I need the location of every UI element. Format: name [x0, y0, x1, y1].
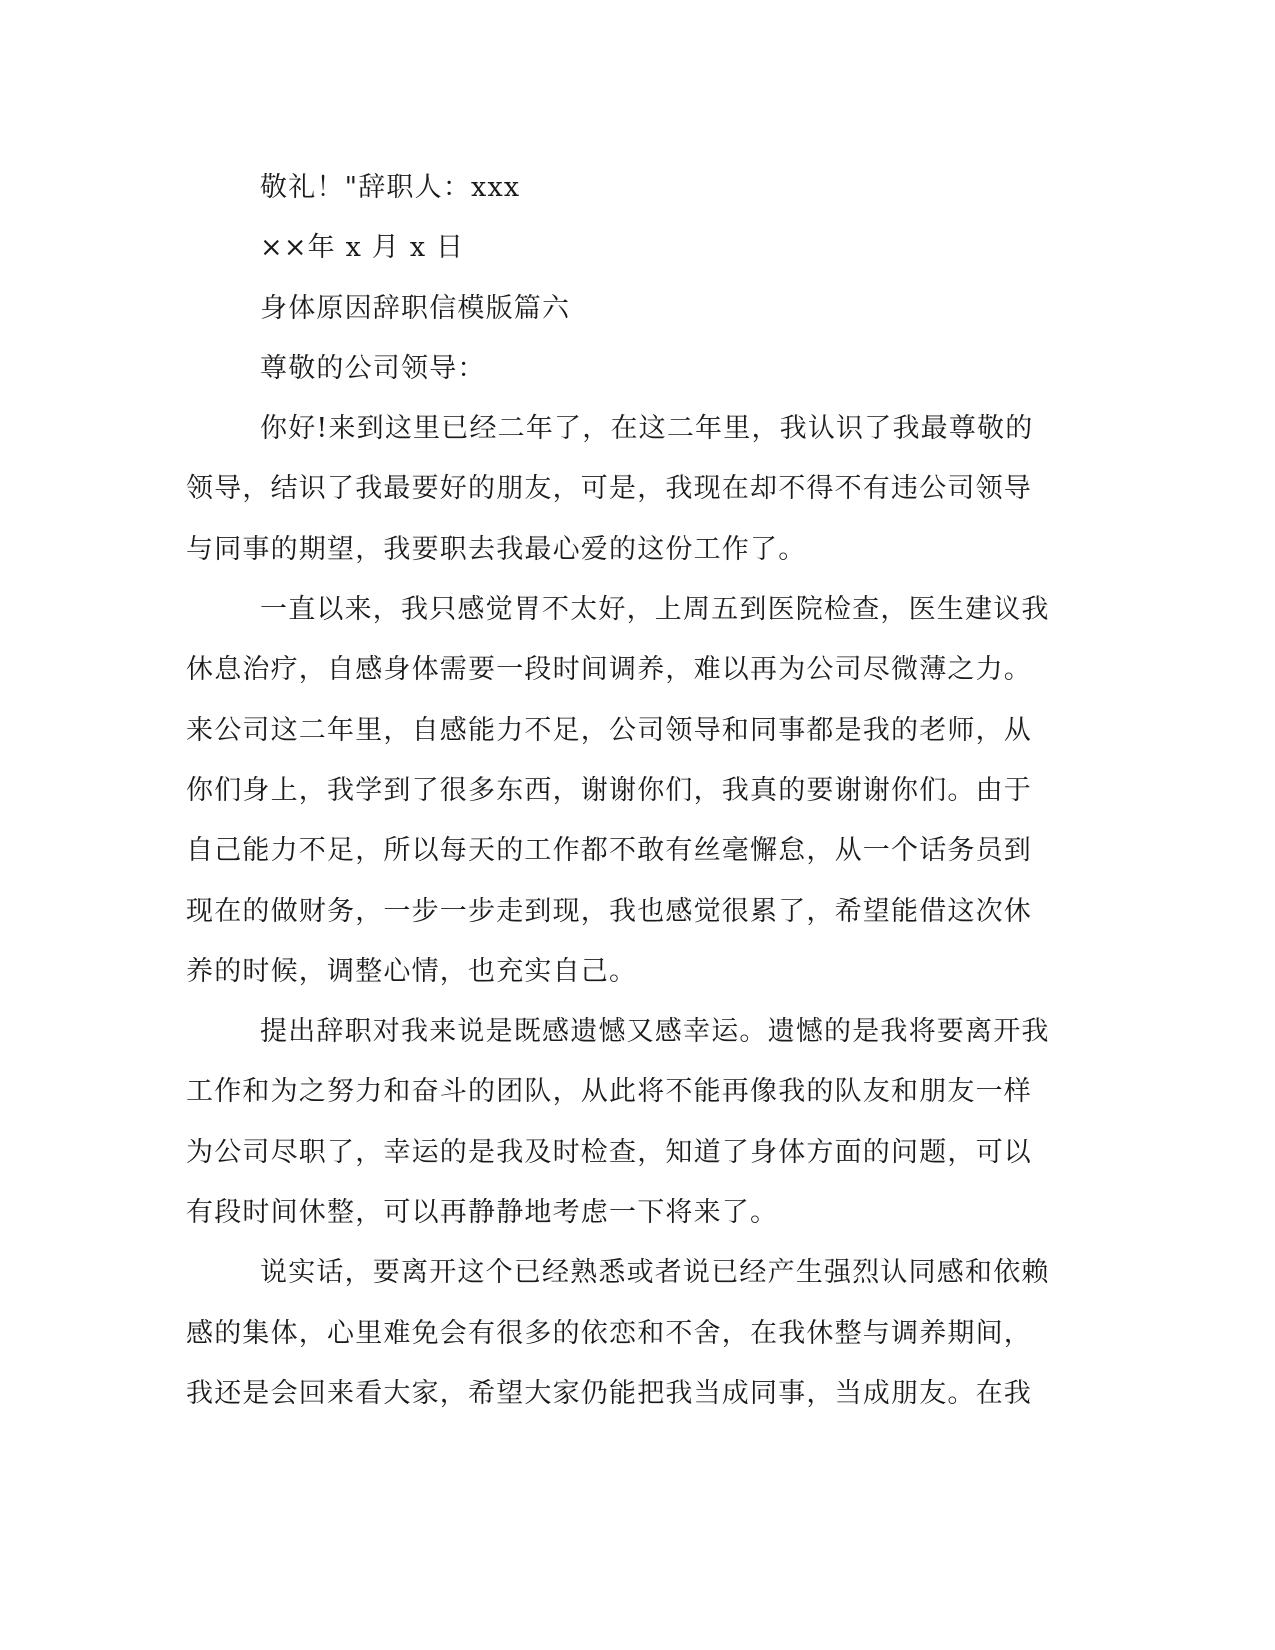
text-line: 感的集体，心里难免会有很多的依恋和不舍，在我休整与调养期间， [186, 1317, 1032, 1349]
text-line: 与同事的期望，我要职去我最心爱的这份工作了。 [186, 533, 807, 565]
text-line: 一直以来，我只感觉胃不太好，上周五到医院检查，医生建议我 [260, 594, 1050, 626]
text-line: 你好!来到这里已经二年了，在这二年里，我认识了我最尊敬的 [260, 413, 1034, 445]
text-line: 来公司这二年里，自感能力不足，公司领导和同事都是我的老师，从 [186, 714, 1032, 746]
text-line: 敬礼！"辞职人：xxx [260, 172, 521, 203]
text-line: 休息治疗，自感身体需要一段时间调养，难以再为公司尽微薄之力。 [186, 654, 1032, 686]
text-line: 领导，结识了我最要好的朋友，可是，我现在却不得不有违公司领导 [186, 473, 1032, 505]
text-line: 现在的做财务，一步一步走到现，我也感觉很累了，希望能借这次休 [186, 895, 1032, 927]
text-line: 自己能力不足，所以每天的工作都不敢有丝毫懈怠，从一个话务员到 [186, 835, 1032, 867]
text-line: 说实话，要离开这个已经熟悉或者说已经产生强烈认同感和依赖 [260, 1257, 1050, 1289]
text-line: 我还是会回来看大家，希望大家仍能把我当成同事，当成朋友。在我 [186, 1377, 1032, 1409]
text-line: 提出辞职对我来说是既感遗憾又感幸运。遗憾的是我将要离开我 [260, 1016, 1050, 1048]
text-line: 为公司尽职了，幸运的是我及时检查，知道了身体方面的问题，可以 [186, 1136, 1032, 1168]
text-line: 身体原因辞职信模版篇六 [260, 292, 571, 324]
text-line: 有段时间休整，可以再静静地考虑一下将来了。 [186, 1197, 779, 1229]
text-line: 工作和为之努力和奋斗的团队，从此将不能再像我的队友和朋友一样 [186, 1076, 1032, 1108]
text-line: 尊敬的公司领导： [260, 352, 486, 384]
letter-body [186, 158, 1066, 1424]
text-line: 你们身上，我学到了很多东西，谢谢你们，我真的要谢谢你们。由于 [186, 774, 1032, 806]
text-line: ××年 x 月 x 日 [260, 232, 465, 264]
text-line: 养的时候，调整心情，也充实自己。 [186, 955, 638, 987]
